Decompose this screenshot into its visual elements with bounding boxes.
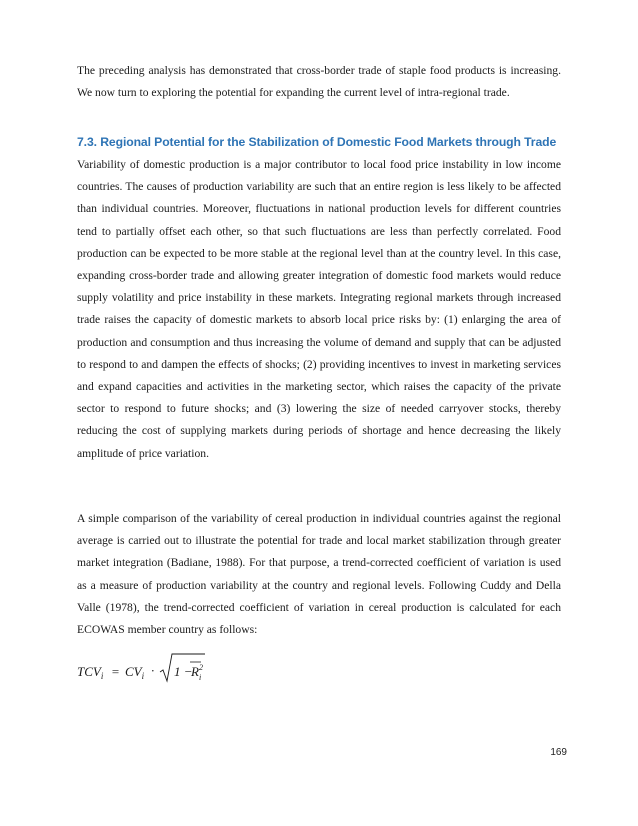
section-heading: 7.3. Regional Potential for the Stabilization of Domestic Food Markets through Trade	[77, 135, 557, 149]
paragraph-variability: Variability of domestic production is a major contributor to local food price instability in low income countries. The causes of production variability are such that an entire region is less likely to be affected than individual countries. Moreover, fluctuations in national production levels for different countries tend to partially offset each other, so that such fluctuations are less than perfectly correlated. Food production can be expected to be more stable at the regional level than at the country level. In this case, expanding cross-border trade and allowing greater integration of domestic food markets would reduce supply volatility and price instability in these markets. Integrating regional markets through increased trade raises the capacity of domestic markets to absorb local price risks by: (1) enlarging the area of production and consumption and thus increasing the volume of demand and supply that can be adjusted to respond to and dampen the effects of shocks; (2) providing incentives to invest in marketing services and expand capacities and activities in the marketing sector, which raises the capacity of the private sector to respond to future shocks; and (3) lowering the size of needed carryover stocks, thereby reducing the cost of supplying markets during periods of shortage and hence decreasing the likely amplitude of price variation.	[77, 158, 561, 460]
formula-lhs: TCV	[77, 664, 101, 679]
page-number: 169	[550, 747, 567, 758]
tcv-formula	[77, 650, 207, 686]
formula-dot: ·	[151, 663, 155, 678]
formula-cv: CV	[125, 664, 142, 679]
svg-text:CVi	[125, 664, 145, 681]
formula-lhs-sub: i	[100, 671, 104, 681]
formula-r: R	[191, 664, 199, 679]
svg-text:TCVi	[77, 664, 104, 681]
formula-r-sup: 2	[199, 663, 203, 672]
formula-r-sub: i	[199, 673, 202, 682]
formula-graphic	[77, 650, 207, 686]
formula-one-minus: 1 −	[174, 664, 193, 679]
paragraph-comparison: A simple comparison of the variability of cereal production in individual countries against the regional average is carried out to illustrate the potential for trade and local market stabilization through greater market integration (Badiane, 1988). For that purpose, a trend-corrected coefficient of variation is used as a measure of production variability at the country and regional levels. Following Cuddy and Della Valle (1978), the trend-corrected coefficient of variation in cereal production is calculated for each ECOWAS member country as follows:	[77, 512, 561, 637]
formula-equals: =	[111, 664, 120, 679]
formula-cv-sub: i	[141, 671, 145, 681]
paragraph-intro: The preceding analysis has demonstrated that cross-border trade of staple food products is increasing. We now turn to exploring the potential for expanding the current level of intra-regional trade.	[77, 64, 561, 100]
